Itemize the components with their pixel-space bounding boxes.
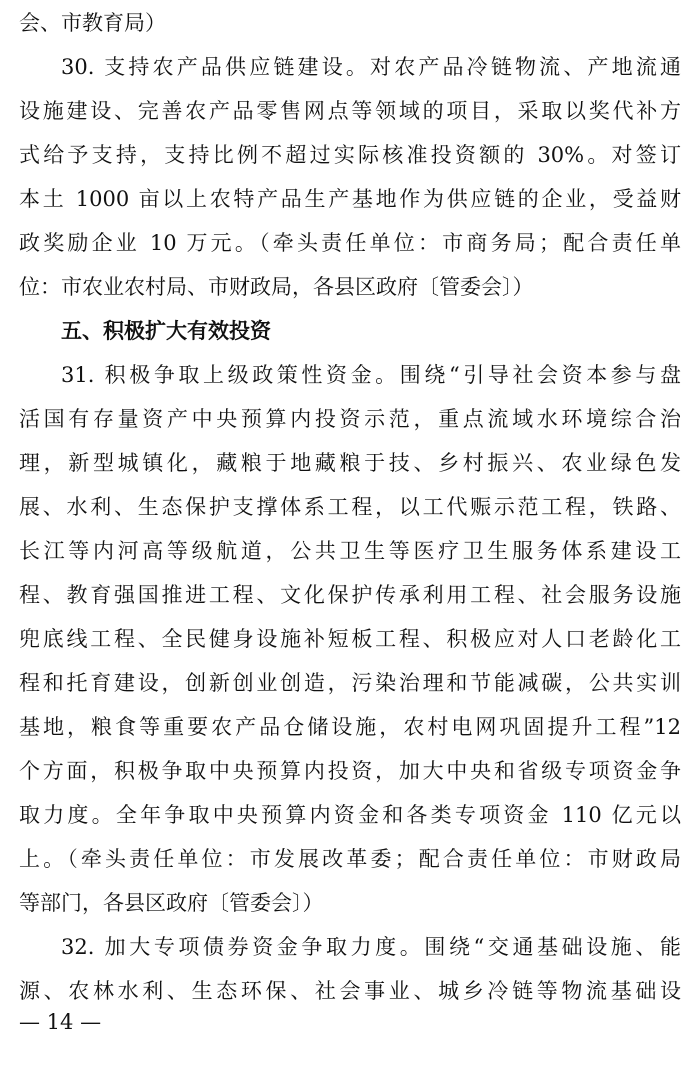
item-32-line-1: 32. 加大专项债券资金争取力度。围绕“交通基础设施、能 [61,935,681,959]
item-30-line-3: 式给予支持，支持比例不超过实际核准投资额的 30%。对签订 [19,143,681,167]
item-32-line-2: 源、农林水利、生态环保、社会事业、城乡冷链等物流基础设 [19,979,681,1003]
item-31-line-13: 等部门，各县区政府〔管委会〕） [19,891,324,915]
item-31-line-3: 理，新型城镇化，藏粮于地藏粮于技、乡村振兴、农业绿色发 [19,451,681,475]
item-31-line-5: 长江等内河高等级航道，公共卫生等医疗卫生服务体系建设工 [19,539,681,563]
item-30-line-4: 本土 1000 亩以上农特产品生产基地作为供应链的企业，受益财 [19,187,681,211]
item-30-line-5: 政奖励企业 10 万元。（牵头责任单位：市商务局；配合责任单 [19,231,681,255]
item-31-line-4: 展、水利、生态保护支撑体系工程，以工代赈示范工程，铁路、 [19,495,681,519]
item-31-line-10: 个方面，积极争取中央预算内投资，加大中央和省级专项资金争 [19,759,681,783]
item-31-line-7: 兜底线工程、全民健身设施补短板工程、积极应对人口老龄化工 [19,627,681,651]
item-31-line-9: 基地，粮食等重要农产品仓储设施，农村电网巩固提升工程”12 [19,715,681,739]
text-line-1: 会、市教育局） [19,11,166,35]
item-31-line-8: 程和托育建设，创新创业创造，污染治理和节能减碳，公共实训 [19,671,681,695]
item-30-line-6: 位：市农业农村局、市财政局，各县区政府〔管委会〕） [19,275,534,299]
item-31-line-1: 31. 积极争取上级政策性资金。围绕“引导社会资本参与盘 [61,363,681,387]
item-30-line-1: 30. 支持农产品供应链建设。对农产品冷链物流、产地流通 [61,55,681,79]
item-31-line-11: 取力度。全年争取中央预算内资金和各类专项资金 110 亿元以 [19,803,681,827]
item-31-line-12: 上。（牵头责任单位：市发展改革委；配合责任单位：市财政局 [19,847,681,871]
item-31-line-6: 程、教育强国推进工程、文化保护传承利用工程、社会服务设施 [19,583,681,607]
item-31-line-2: 活国有存量资产中央预算内投资示范，重点流域水环境综合治 [19,407,681,431]
item-30-line-2: 设施建设、完善农产品零售网点等领域的项目，采取以奖代补方 [19,99,681,123]
section-heading: 五、积极扩大有效投资 [61,319,271,343]
page-number: — 14 — [19,1010,102,1034]
